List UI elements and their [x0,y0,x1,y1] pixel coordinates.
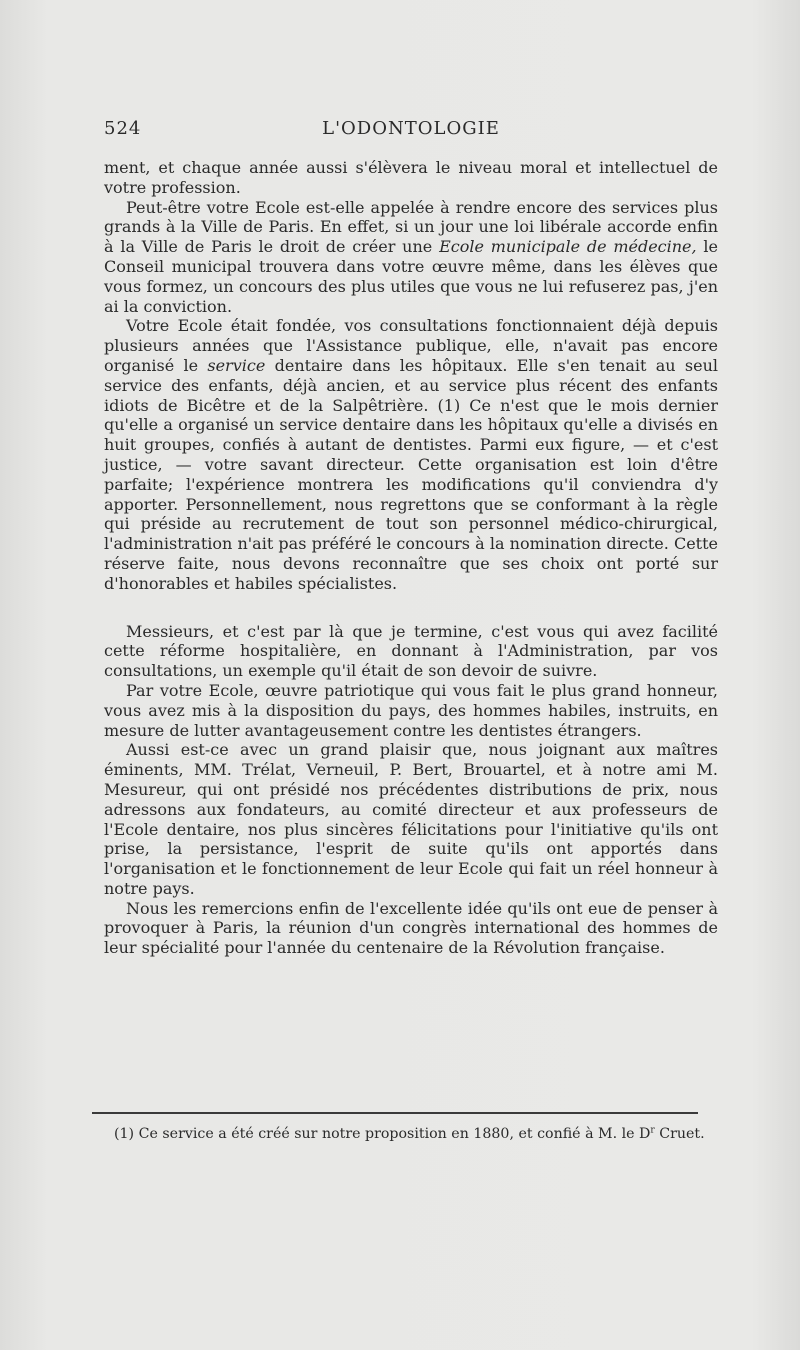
paragraph-2-text-b: le Conseil municipal trouvera dans votre œuvre même, dans les élèves que vous formez, un concours des plus utiles que vous ne lui refuserez pas, j'en ai la conviction. [104,237,719,316]
running-title: L'ODONTOLOGIE [322,118,500,139]
footnote-marker: (1) [114,1126,135,1142]
paragraph-2-italic: Ecole municipale de médecine, [439,237,697,257]
page-header [104,118,718,146]
paragraph-4: Messieurs, et c'est par là que je termine, c'est vous qui avez facilité cette réforme hospitalière, en donnant à l'Administration, par vos consultations, un exemple qu'il était de son devoir de suivre. [104,621,718,681]
footnote [104,1125,718,1144]
footnote-text: Ce service a été créé sur notre proposition en 1880, et confié à M. le D [138,1126,651,1142]
paragraph-2 [104,198,718,317]
paragraph-3 [104,316,718,593]
footnote-paragraph [104,1125,718,1144]
footnote-text-end: Cruet. [654,1126,705,1142]
footnote-rule [92,1112,698,1114]
paragraph-2-text-a: Peut-être votre Ecole est-elle appelée à rendre encore des services plus grands à la Ville de Paris. En effet, si un jour une loi libérale accorde enfin à la Ville de Paris le droit de créer une [104,197,718,257]
paragraph-5: Par votre Ecole, œuvre patriotique qui vous fait le plus grand honneur, vous avez mis à la disposition du pays, des hommes habiles, instruits, en mesure de lutter avantageusement contre les dentistes étrangers. [104,680,718,740]
body-text [104,158,718,958]
paragraph-3-italic: service [207,355,266,375]
footnote-superscript: r [650,1125,655,1136]
paragraph-3-text-a: Votre Ecole était fondée, vos consultations fonctionnaient déjà depuis plusieurs années que l'Assistance publique, elle, n'avait pas encore organisé le [104,316,718,375]
paragraph-1: ment, et chaque année aussi s'élèvera le niveau moral et intellectuel de votre profession. [104,158,718,197]
page-number: 524 [104,118,142,139]
paragraph-3-text-b: dentaire dans les hôpitaux. Elle s'en tenait au seul service des enfants, déjà ancien, et au service plus récent des enfants idiots de Bicêtre et de la Salpêtrière. (1) Ce n'est que le mois dernier qu'elle a organisé un service dentaire dans les hôpitaux qu'elle a divisés en huit groupes, confiés à autant de dentistes. Parmi eux figure, — et c'est justice, — votre savant directeur. Cette organisation est loin d'être parfaite; l'expérience montrera les modifications qu'il conviendra d'y apporter. Personnellement, nous regrettons que se conformant à la règle qui préside au recrutement de tout son personnel médico-chirurgical, l'administration n'ait pas préféré le concours à la nomination directe. Cette réserve faite, nous devons reconnaître que ses choix ont porté sur d'honorables et habiles spécialistes. [104,355,719,593]
paragraph-7: Nous les remercions enfin de l'excellente idée qu'ils ont eue de penser à provoquer à Paris, la réunion d'un congrès international des hommes de leur spécialité pour l'année du centenaire de la Révolution française. [104,898,718,958]
paragraph-6: Aussi est-ce avec un grand plaisir que, nous joignant aux maîtres éminents, MM. Trélat, Verneuil, P. Bert, Brouartel, et à notre ami M. Mesureur, qui ont présidé nos précédentes distributions de prix, nous adressons aux fondateurs, au comité directeur et aux professeurs de l'Ecole dentaire, nos plus sincères félicitations pour l'initiative qu'ils ont prise, la persistance, l'esprit de suite qu'ils ont apportés dans l'organisation et le fonctionnement de leur Ecole qui fait un réel honneur à notre pays. [104,740,718,898]
